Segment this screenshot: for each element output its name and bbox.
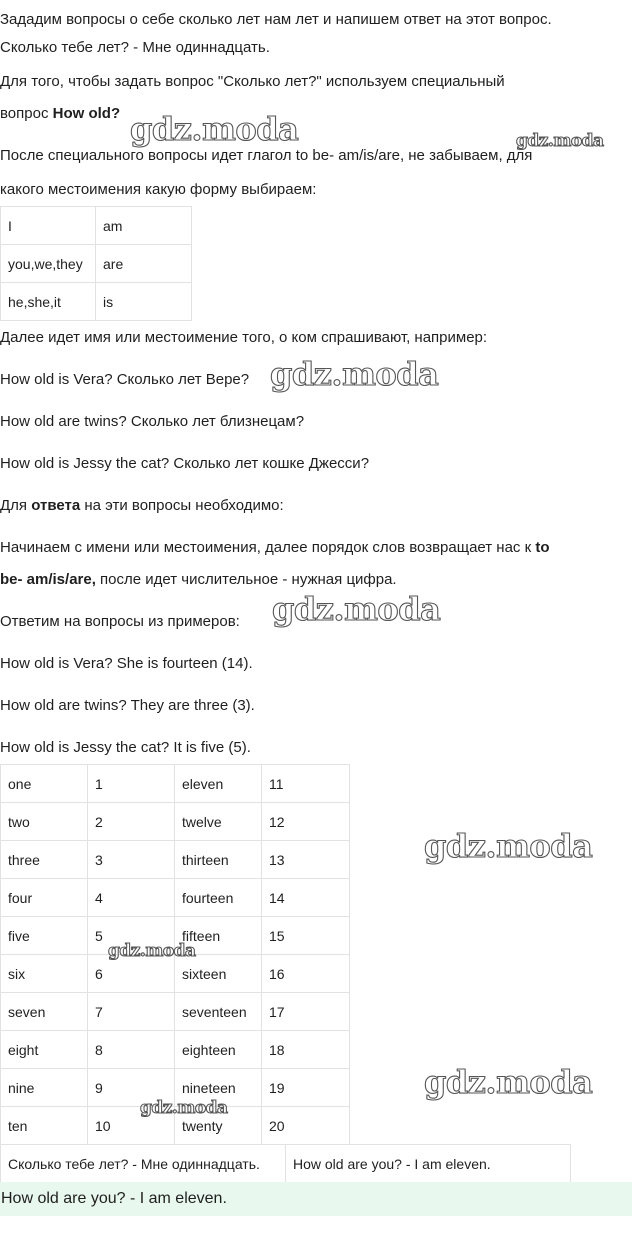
answer-examples-intro: Ответим на вопросы из примеров: xyxy=(0,613,240,630)
watermark: gdz.moda xyxy=(272,590,441,628)
table-cell: 10 xyxy=(88,1107,175,1145)
translation-row xyxy=(1,1145,571,1183)
table-cell: he,she,it xyxy=(1,283,96,321)
to-be-table xyxy=(0,206,192,321)
table-cell: two xyxy=(1,803,88,841)
table-row xyxy=(1,917,350,955)
intro-line-3: Для того, чтобы задать вопрос "Сколько лет?" используем специальный xyxy=(0,73,505,90)
answer-rule-text: Начинаем с имени или местоимения, далее порядок слов возвращает нас к xyxy=(0,539,536,556)
translation-en: How old are you? - I am eleven. xyxy=(286,1145,571,1183)
table-row xyxy=(1,245,192,283)
table-row xyxy=(1,803,350,841)
table-row xyxy=(1,283,192,321)
table-cell: eleven xyxy=(175,765,262,803)
table-cell: five xyxy=(1,917,88,955)
watermark: gdz.moda xyxy=(130,110,299,148)
table-row xyxy=(1,1069,350,1107)
table-cell: twenty xyxy=(175,1107,262,1145)
table-cell: six xyxy=(1,955,88,993)
table-cell: 8 xyxy=(88,1031,175,1069)
table-cell: seventeen xyxy=(175,993,262,1031)
table-cell: three xyxy=(1,841,88,879)
answer-rule-line-2 xyxy=(0,570,397,590)
example-question-3: How old is Jessy the cat? Сколько лет кошке Джесси? xyxy=(0,455,370,472)
intro-line-6: какого местоимения какую форму выбираем: xyxy=(0,181,317,198)
table-cell: fourteen xyxy=(175,879,262,917)
final-answer-box xyxy=(0,1182,632,1216)
table-cell: 4 xyxy=(88,879,175,917)
table-cell: thirteen xyxy=(175,841,262,879)
table-cell: 9 xyxy=(88,1069,175,1107)
table-cell: 7 xyxy=(88,993,175,1031)
answer-intro-post: на эти вопросы необходимо: xyxy=(80,497,284,514)
watermark: gdz.moda xyxy=(140,1098,228,1118)
how-old-bold: How old? xyxy=(52,105,121,122)
table-cell: am xyxy=(96,207,192,245)
intro-line-2: Сколько тебе лет? - Мне одиннадцать. xyxy=(0,39,270,56)
intro-line-5: После специального вопросы идет глагол to be- am/is/are, не забываем, для xyxy=(0,147,533,164)
table-row xyxy=(1,841,350,879)
table-cell: 3 xyxy=(88,841,175,879)
table-row xyxy=(1,993,350,1031)
table-cell: twelve xyxy=(175,803,262,841)
table-cell: 6 xyxy=(88,955,175,993)
intro-line-1: Зададим вопросы о себе сколько лет нам лет и напишем ответ на этот вопрос. xyxy=(0,11,552,28)
watermark: gdz.moda xyxy=(108,941,196,961)
numbers-table xyxy=(0,764,350,1145)
watermark: gdz.moda xyxy=(424,1063,593,1101)
watermark: gdz.moda xyxy=(516,131,604,151)
answer-example-1: How old is Vera? She is fourteen (14). xyxy=(0,655,253,672)
answer-example-3: How old is Jessy the cat? It is five (5). xyxy=(0,739,251,756)
table-cell: eight xyxy=(1,1031,88,1069)
table-row xyxy=(1,765,350,803)
table-row xyxy=(1,955,350,993)
answer-rule-post: после идет числительное - нужная цифра. xyxy=(95,571,397,588)
answer-example-2: How old are twins? They are three (3). xyxy=(0,697,255,714)
table-cell: fifteen xyxy=(175,917,262,955)
table-cell: 17 xyxy=(262,993,350,1031)
table-cell: 11 xyxy=(262,765,350,803)
table-cell: 18 xyxy=(262,1031,350,1069)
table-cell: 14 xyxy=(262,879,350,917)
table-cell: nine xyxy=(1,1069,88,1107)
table-cell: I xyxy=(1,207,96,245)
examples-intro: Далее идет имя или местоимение того, о ком спрашивают, например: xyxy=(0,329,488,346)
to-be-forms-bold: be- am/is/are, xyxy=(0,571,96,588)
answer-intro xyxy=(0,496,284,516)
table-cell: seven xyxy=(1,993,88,1031)
answer-intro-pre: Для xyxy=(0,497,32,514)
table-cell: sixteen xyxy=(175,955,262,993)
table-cell: 13 xyxy=(262,841,350,879)
final-answer-text: How old are you? - I am eleven. xyxy=(1,1190,227,1207)
answer-bold: ответа xyxy=(31,497,81,514)
table-cell: 5 xyxy=(88,917,175,955)
example-question-2: How old are twins? Сколько лет близнецам? xyxy=(0,413,305,430)
table-row xyxy=(1,207,192,245)
table-cell: one xyxy=(1,765,88,803)
table-cell: 19 xyxy=(262,1069,350,1107)
translation-ru: Сколько тебе лет? - Мне одиннадцать. xyxy=(1,1145,286,1183)
answer-rule-line-1 xyxy=(0,538,550,558)
table-cell: 15 xyxy=(262,917,350,955)
answer-rule-bold: to xyxy=(535,539,550,556)
table-cell: are xyxy=(96,245,192,283)
table-row xyxy=(1,1107,350,1145)
table-cell: 16 xyxy=(262,955,350,993)
intro-line-4-text: вопрос xyxy=(0,105,53,122)
example-question-1: How old is Vera? Сколько лет Вере? xyxy=(0,371,250,388)
table-cell: four xyxy=(1,879,88,917)
table-cell: 1 xyxy=(88,765,175,803)
table-cell: ten xyxy=(1,1107,88,1145)
table-cell: you,we,they xyxy=(1,245,96,283)
table-cell: 20 xyxy=(262,1107,350,1145)
watermark: gdz.moda xyxy=(424,827,593,865)
table-row xyxy=(1,879,350,917)
table-cell: eighteen xyxy=(175,1031,262,1069)
table-cell: is xyxy=(96,283,192,321)
table-row xyxy=(1,1031,350,1069)
translation-table xyxy=(0,1144,571,1183)
table-cell: nineteen xyxy=(175,1069,262,1107)
table-cell: 2 xyxy=(88,803,175,841)
intro-line-4 xyxy=(0,104,120,124)
watermark: gdz.moda xyxy=(270,355,439,393)
table-cell: 12 xyxy=(262,803,350,841)
